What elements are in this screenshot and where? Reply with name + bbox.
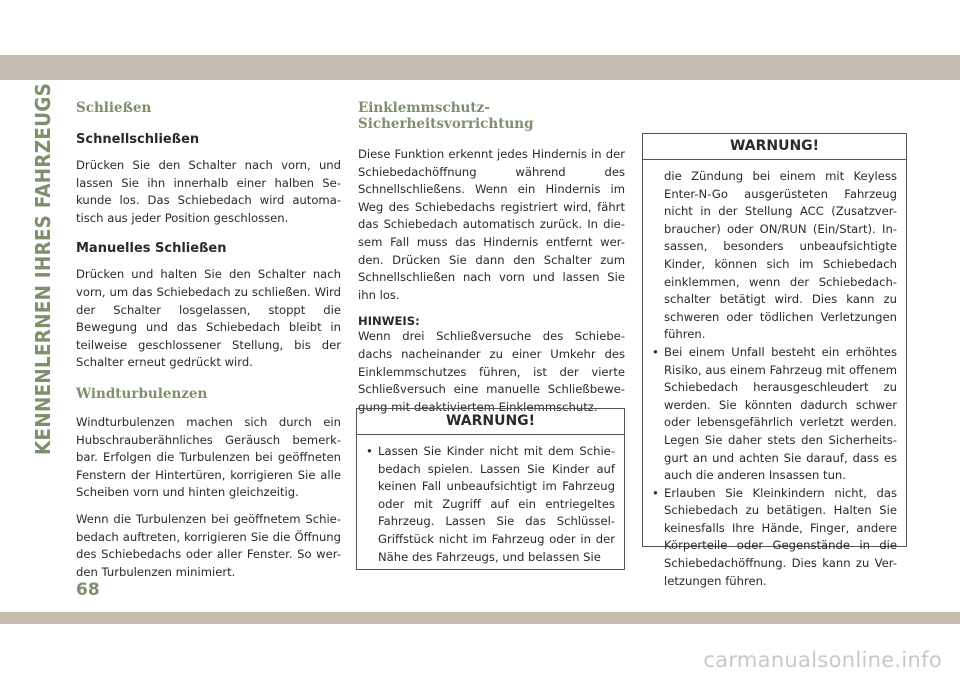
- warning-bullet-2: • Bei einem Unfall besteht ein erhöhtes Risiko, aus einem Fahrzeug mit offenem Schiebedach herausgeschleudert zu werden. Sie könnten dadurch schwer oder lebensgefährlich verletzt werden. Legen Sie daher stets den Sicherheits- gurt an und achten Sie darauf, dass es auch die anderen Insassen tun.: [652, 344, 897, 485]
- warning-title-1: WARNUNG!: [357, 409, 624, 435]
- warning-box-2: [642, 133, 907, 588]
- warning-title-2: WARNUNG!: [643, 134, 906, 160]
- chapter-title: KENNENLERNEN IHRES FAHRZEUGS: [31, 82, 55, 456]
- warning-bullet-3: • Erlauben Sie Kleinkindern nicht, das Schiebedach zu betätigen. Halten Sie keinesfalls Ihre Hände, Finger, andere Körperteile oder Gegenstände in die Schiebedachöffnung. Dies kann zu Ver- letzungen führen.: [652, 485, 897, 591]
- warning-body-1: [357, 435, 624, 574]
- warning-box-1: [356, 408, 625, 570]
- heading-schnellschliessen: Schnellschließen: [76, 132, 200, 147]
- paragraph-windturbulenzen-1: Windturbulenzen machen sich durch ein Hubschrauberähnliches Geräusch bemerk- bar. Erfolgen die Turbulenzen bei geöffneten Fenstern der Hintertüren, korrigieren Sie alle Scheiben vorn und hinten gleichzeitig.: [76, 414, 341, 500]
- chapter-side-tab: [29, 82, 57, 456]
- heading-windturbulenzen: Windturbulenzen: [76, 385, 208, 402]
- column-left: [76, 100, 341, 581]
- warning-bullet-1: • Lassen Sie Kinder nicht mit dem Schie- bedach spielen. Lassen Sie Kinder auf keinen Fall unbeaufsichtigt im Fahrzeug oder mit Zugriff auf ein entriegeltes Fahrzeug. Lassen Sie das Schlüssel- Griffstück nicht im Fahrzeug oder in der Nähe des Fahrzeugs, und belassen Sie: [366, 443, 615, 566]
- paragraph-hinweis: Wenn drei Schließversuche des Schiebe- dachs nacheinander zu einer Umkehr des Einklemmschutzes führen, ist der vierte Schließversuch eine manuelle Schließbewe- gung mit deaktiviertem Einklemmschutz.: [358, 329, 625, 414]
- paragraph-einklemmschutz: Diese Funktion erkennt jedes Hindernis in der Schiebedachöffnung während des Schnellschließens. Wenn ein Hindernis im Weg des Schiebedachs registriert wird, fährt das Schiebedach automatisch zurück. In die- sem Fall muss das Hindernis entfernt wer- den. Drücken Sie dann den Schalter zum Schnellschließen nach vorn und lassen Sie ihn los.: [358, 147, 625, 302]
- heading-manuelles-schliessen: Manuelles Schließen: [76, 241, 227, 257]
- watermark: carmanualsonline.info: [703, 648, 942, 672]
- paragraph-schnellschliessen: Drücken Sie den Schalter nach vorn, und lassen Sie ihn innerhalb einer halben Se- kunde los. Das Schiebedach wird automa- tisch aus jeder Position geschlossen.: [76, 158, 341, 225]
- hinweis-label: HINWEIS:: [358, 314, 420, 329]
- footer-band: [0, 612, 960, 624]
- warning-continuation: die Zündung bei einem mit Keyless Enter-N-Go ausgerüsteten Fahrzeug nicht in der Stellung ACC (Zusatzver- braucher) oder ON/RUN (Ein/Start). In- sassen, besonders unbeaufsichtigte Kinder, können sich im Schiebedach einklemmen, wenn der Schiebedach- schalter betätigt wird. Dies kann zu schweren oder tödlichen Verletzungen führen.: [664, 169, 897, 342]
- warning-body-2: [643, 160, 906, 598]
- header-band: [0, 55, 960, 80]
- heading-schliessen: Schließen: [76, 100, 152, 116]
- column-middle: [358, 100, 625, 416]
- heading-einklemmschutz: Einklemmschutz-Sicherheitsvorrichtung: [358, 100, 534, 132]
- page-number: 68: [76, 580, 100, 600]
- paragraph-manuelles-schliessen: Drücken und halten Sie den Schalter nach vorn, um das Schiebedach zu schließen. Wird der Schalter losgelassen, stoppt die Bewegung und das Schiebedach bleibt in teilweise geschlossener Stellung, bis der Schalter erneut gedrückt wird.: [76, 267, 341, 370]
- paragraph-windturbulenzen-2: Wenn die Turbulenzen bei geöffnetem Schie- bedach auftreten, korrigieren Sie die Öffnung des Schiebedachs oder aller Fenster. So wer- den Turbulenzen minimiert.: [76, 511, 341, 579]
